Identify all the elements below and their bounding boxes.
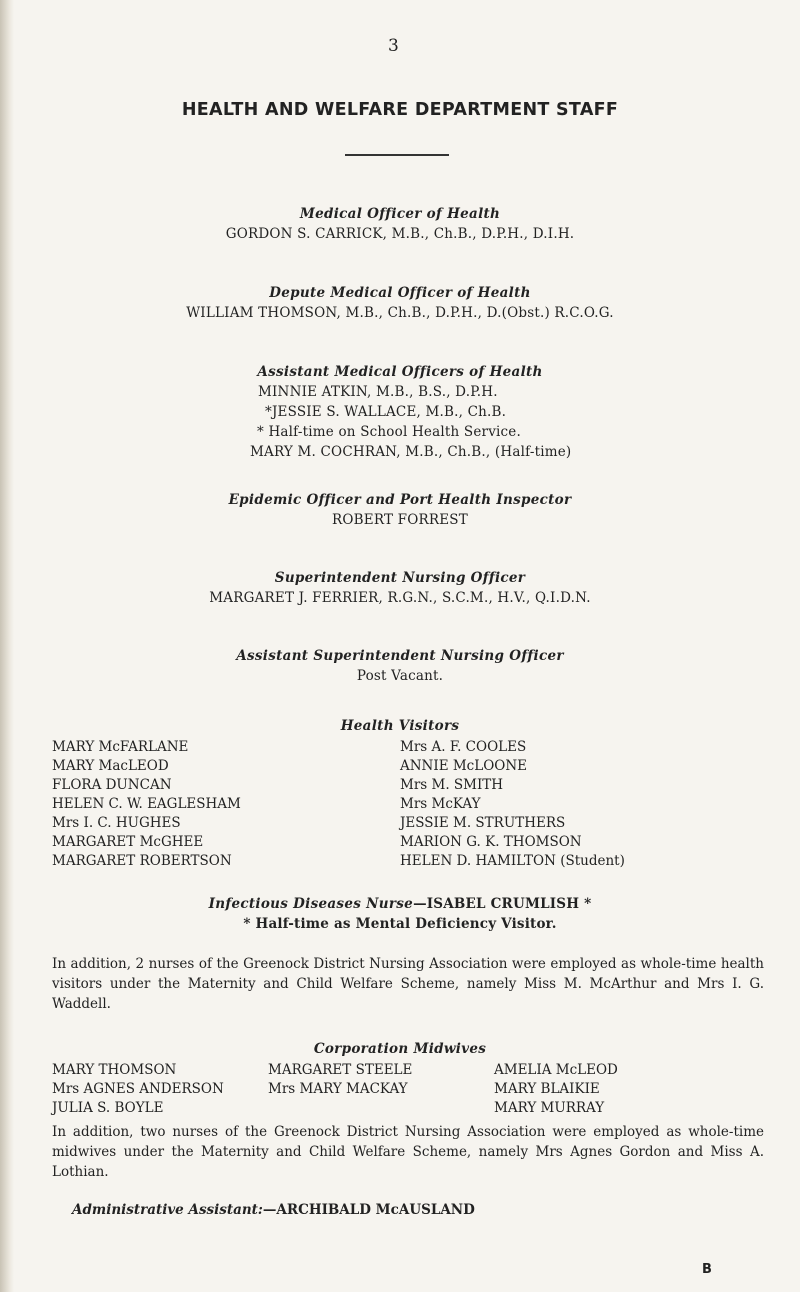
assistant-moh-name-1: MINNIE ATKIN, M.B., B.S., D.P.H. bbox=[258, 384, 498, 400]
infectious-nurse-note: * Half-time as Mental Deficiency Visitor. bbox=[243, 916, 557, 932]
list-item: MARY McFARLANE bbox=[52, 739, 189, 755]
list-item: MARY BLAIKIE bbox=[494, 1081, 600, 1097]
page-title: HEALTH AND WELFARE DEPARTMENT STAFF bbox=[181, 100, 619, 120]
list-item: Mrs I. C. HUGHES bbox=[52, 815, 181, 831]
nursing-association-paragraph-1: In addition, 2 nurses of the Greenock District Nursing Association were employed as whole-time health visitors under the Maternity and Child Welfare Scheme, namely Miss M. McArthur and Mrs I. G. Waddell. bbox=[52, 956, 764, 1012]
admin-assistant-line bbox=[72, 1202, 475, 1218]
list-item: JESSIE M. STRUTHERS bbox=[400, 815, 566, 831]
epidemic-heading: Epidemic Officer and Port Health Inspector bbox=[228, 492, 572, 508]
page-number: 3 bbox=[388, 36, 399, 56]
health-visitors-left-column bbox=[52, 738, 241, 871]
nursing-association-paragraph-2: In addition, two nurses of the Greenock District Nursing Association were employed as whole-time midwives under the Maternity and Child Welfare Scheme, namely Mrs Agnes Gordon and Miss A. Lothian. bbox=[52, 1124, 764, 1180]
moh-heading: Medical Officer of Health bbox=[299, 206, 501, 222]
midwives-column-2 bbox=[268, 1061, 412, 1099]
list-item: MARION G. K. THOMSON bbox=[400, 834, 582, 850]
list-item: ANNIE McLOONE bbox=[400, 758, 528, 774]
admin-assistant-name: —ARCHIBALD McAUSLAND bbox=[262, 1202, 475, 1218]
superintendent-name: MARGARET J. FERRIER, R.G.N., S.C.M., H.V., Q.I.D.N. bbox=[209, 590, 591, 606]
list-item: Mrs McKAY bbox=[400, 796, 481, 812]
depute-heading: Depute Medical Officer of Health bbox=[269, 285, 531, 301]
list-item: FLORA DUNCAN bbox=[52, 777, 172, 793]
superintendent-heading: Superintendent Nursing Officer bbox=[274, 570, 526, 586]
infectious-nurse-line bbox=[0, 896, 800, 912]
epidemic-name: ROBERT FORREST bbox=[332, 512, 468, 528]
list-item: MARGARET STEELE bbox=[268, 1062, 413, 1078]
list-item: JULIA S. BOYLE bbox=[52, 1100, 164, 1116]
list-item: MARGARET McGHEE bbox=[52, 834, 204, 850]
admin-assistant-label: Administrative Assistant: bbox=[72, 1202, 263, 1218]
health-visitors-right-column bbox=[400, 738, 625, 871]
asst-superintendent-status: Post Vacant. bbox=[356, 668, 444, 684]
list-item: Mrs M. SMITH bbox=[400, 777, 504, 793]
health-visitors-heading: Health Visitors bbox=[340, 718, 460, 734]
assistant-moh-name-3: MARY M. COCHRAN, M.B., Ch.B., (Half-time) bbox=[250, 444, 572, 460]
asst-superintendent-heading: Assistant Superintendent Nursing Officer bbox=[236, 648, 564, 664]
assistant-moh-footnote: * Half-time on School Health Service. bbox=[257, 424, 521, 440]
list-item: Mrs A. F. COOLES bbox=[400, 739, 527, 755]
list-item: HELEN C. W. EAGLESHAM bbox=[52, 796, 241, 812]
moh-name: GORDON S. CARRICK, M.B., Ch.B., D.P.H., D.I.H. bbox=[225, 226, 575, 242]
midwives-column-1 bbox=[52, 1061, 224, 1118]
list-item: AMELIA McLEOD bbox=[494, 1062, 618, 1078]
depute-name: WILLIAM THOMSON, M.B., Ch.B., D.P.H., D.(Obst.) R.C.O.G. bbox=[186, 305, 614, 321]
assistant-moh-heading: Assistant Medical Officers of Health bbox=[257, 364, 543, 380]
list-item: Mrs AGNES ANDERSON bbox=[52, 1081, 224, 1097]
list-item: MARY THOMSON bbox=[52, 1062, 177, 1078]
page-binding-shadow bbox=[0, 0, 14, 1292]
list-item: MARY MacLEOD bbox=[52, 758, 169, 774]
midwives-heading: Corporation Midwives bbox=[313, 1041, 487, 1057]
midwives-column-3 bbox=[494, 1061, 618, 1118]
title-divider bbox=[345, 154, 449, 156]
infectious-nurse-label: Infectious Diseases Nurse bbox=[208, 896, 414, 912]
list-item: HELEN D. HAMILTON (Student) bbox=[400, 853, 625, 869]
list-item: MARGARET ROBERTSON bbox=[52, 853, 232, 869]
signature-mark: B bbox=[702, 1262, 712, 1277]
infectious-nurse-name: —ISABEL CRUMLISH * bbox=[413, 896, 592, 912]
assistant-moh-name-2: *JESSIE S. WALLACE, M.B., Ch.B. bbox=[265, 404, 507, 420]
list-item: Mrs MARY MACKAY bbox=[268, 1081, 408, 1097]
list-item: MARY MURRAY bbox=[494, 1100, 605, 1116]
